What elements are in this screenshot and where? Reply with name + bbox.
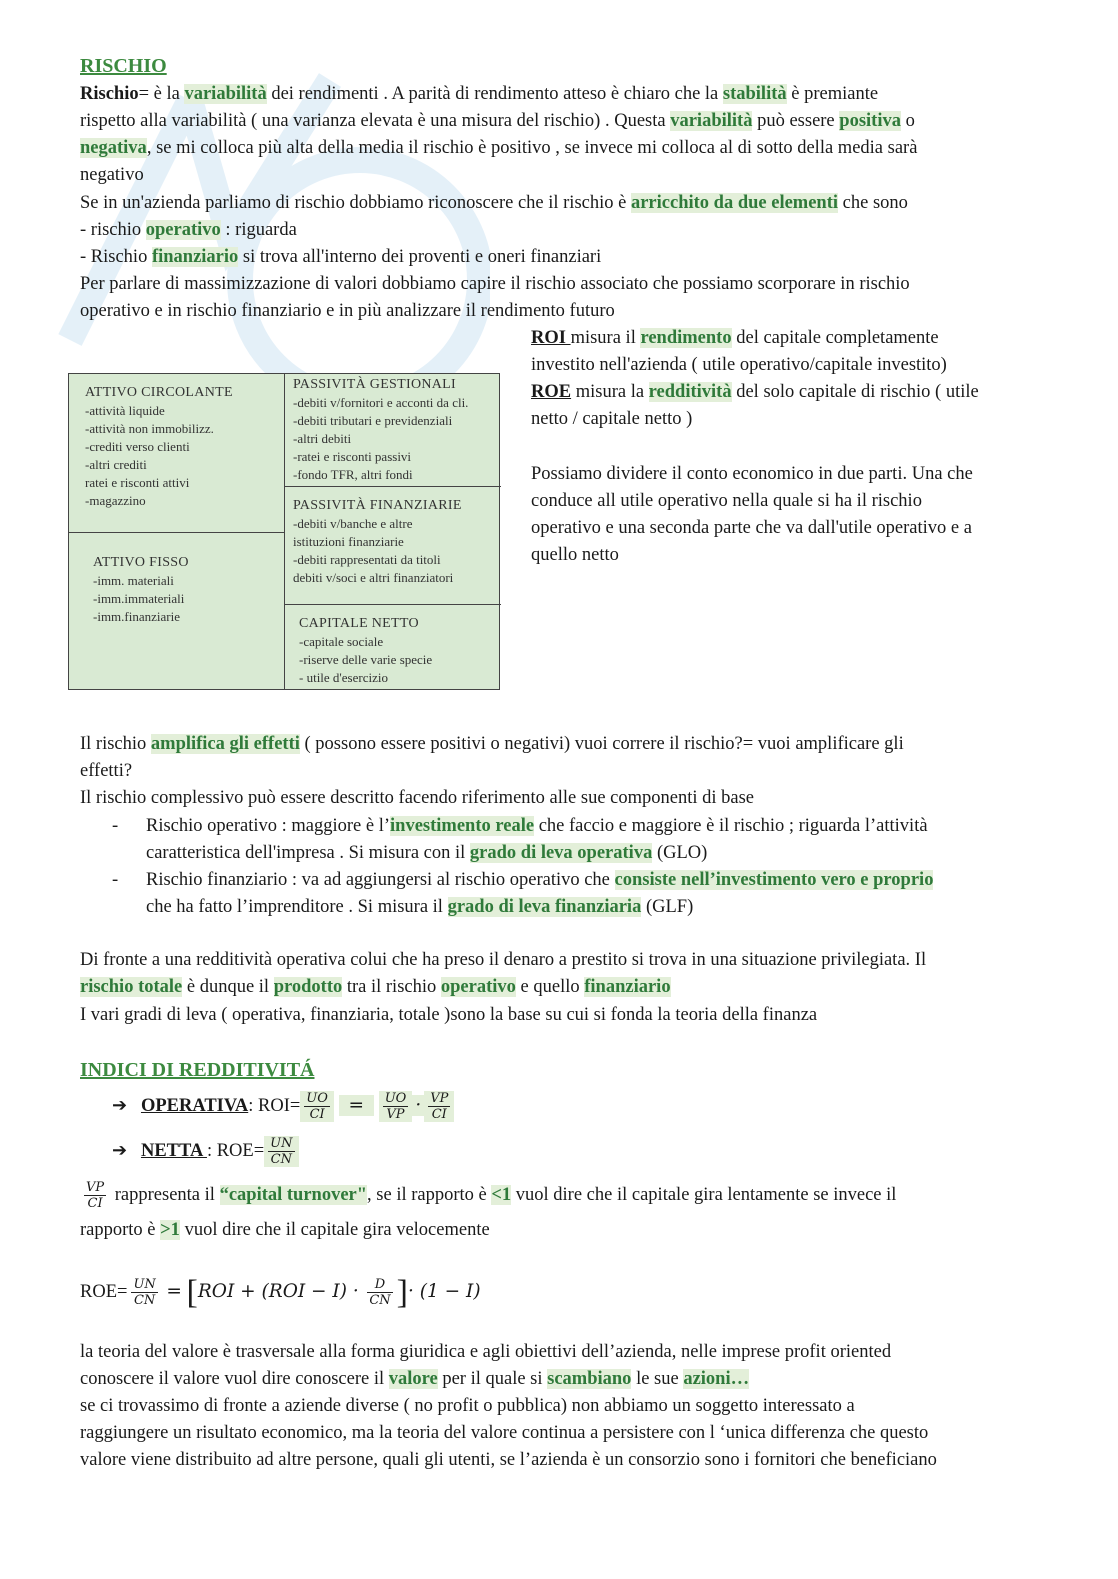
paragraph-line: rispetto alla variabilità ( una varianza elevata è una misura del rischio) . Questa variabilità può essere positiva o — [80, 111, 915, 131]
paragraph-line: effetti? — [80, 761, 133, 781]
paragraph-line: investito nell'azienda ( utile operativo/capitale investito) — [531, 355, 947, 375]
paragraph-line: rischio totale è dunque il prodotto tra il rischio operativo e quello finanziario — [80, 977, 671, 997]
paragraph-line: operativo e una seconda parte che va dall'utile operativo e a — [531, 518, 972, 538]
list-item-rischio-operativo: Rischio operativo : maggiore è l’investimento reale che faccio e maggiore è il rischio ; riguarda l’attività — [146, 816, 928, 836]
list-bullet: - — [112, 870, 119, 890]
paragraph-line: - rischio operativo : riguarda — [80, 220, 297, 240]
section-title-rischio: RISCHIO — [80, 55, 167, 77]
roe-leverage-formula: ROE= $\frac{UN}{CN}$ = [ROI + (ROI − I) · $\frac{D}{CN}$ ]· (1 − I) — [80, 1273, 481, 1311]
paragraph-line: raggiungere un risultato economico, ma la teoria del valore continua a persistere con l ‘unica differenza che questo — [80, 1423, 929, 1443]
arrow-right-icon: ➔ — [112, 1140, 128, 1160]
paragraph-line: se ci trovassimo di fronte a aziende diverse ( no profit o pubblica) non abbiamo un soggetto interessato a — [80, 1396, 855, 1416]
paragraph-line: rapporto è >1 vuol dire che il capitale gira velocemente — [80, 1220, 490, 1240]
capitale-netto-cell: CAPITALE NETTO -capitale sociale -riserve delle varie specie - utile d'esercizio — [299, 616, 433, 685]
attivo-circolante-cell: ATTIVO CIRCOLANTE -attività liquide -attività non immobilizz. -crediti verso clienti -altri crediti ratei e risconti attivi -magazzino — [85, 385, 233, 508]
paragraph-line: Il rischio amplifica gli effetti ( possono essere positivi o negativi) vuoi correre il rischio?= vuoi amplificare gli — [80, 734, 904, 754]
paragraph-line: Rischio= è la variabilità dei rendimenti . A parità di rendimento atteso è chiaro che la stabilità è premiante — [80, 84, 879, 104]
paragraph-line: negativo — [80, 165, 144, 185]
list-item-rischio-finanziario: Rischio finanziario : va ad aggiungersi al rischio operativo che consiste nell’investimento vero e proprio — [146, 870, 934, 890]
paragraph-line: Di fronte a una redditività operativa colui che ha preso il denaro a prestito si trova in una situazione privilegiata. Il — [80, 950, 927, 970]
paragraph-line: conduce all utile operativo nella quale si ha il rischio — [531, 491, 922, 511]
roi-formula: ➔ OPERATIVA: ROI= $\frac{UO}{CI}$ = $\frac{UO}{VP}$ · $\frac{VP}{CI}$ — [112, 1085, 454, 1126]
paragraph-line: Se in un'azienda parliamo di rischio dobbiamo riconoscere che il rischio è arricchito da due elementi che sono — [80, 193, 908, 213]
section-title-indici: INDICI DI REDDITIVITÁ — [80, 1059, 315, 1081]
passivita-gestionali-cell: PASSIVITÀ GESTIONALI -debiti v/fornitori e acconti da cli. -debiti tributari e previdenziali -altri debiti -ratei e risconti passivi -fondo TFR, altri fondi — [293, 377, 469, 482]
list-bullet: - — [112, 816, 119, 836]
paragraph-line: Il rischio complessivo può essere descritto facendo riferimento alle sue componenti di base — [80, 788, 755, 808]
paragraph-line: negativa, se mi colloca più alta della media il rischio è positivo , se invece mi colloca al di sotto della media sarà — [80, 138, 918, 158]
roe-definition: ROE misura la redditività del solo capitale di rischio ( utile — [531, 382, 979, 402]
capital-turnover-line: $\frac{VP}{CI}$ rappresenta il “capital turnover", se il rapporto è <1 vuol dire che il capitale gira lentamente se invece il — [86, 1180, 897, 1212]
paragraph-line: I vari gradi di leva ( operativa, finanziaria, totale )sono la base su cui si fonda la teoria della finanza — [80, 1005, 818, 1025]
roe-formula: ➔ NETTA : ROE= $\frac{UN}{CN}$ — [112, 1130, 299, 1171]
arrow-right-icon: ➔ — [112, 1095, 128, 1115]
roi-definition: ROI misura il rendimento del capitale completamente — [531, 328, 939, 348]
paragraph-line: netto / capitale netto ) — [531, 409, 693, 429]
paragraph-line: conoscere il valore vuol dire conoscere il valore per il quale si scambiano le sue azioni… — [80, 1369, 750, 1389]
list-item-continuation: caratteristica dell'impresa . Si misura con il grado di leva operativa (GLO) — [146, 843, 708, 863]
paragraph-line: valore viene distribuito ad altre persone, quali gli utenti, se l’azienda è un consorzio sono i fornitori che beneficiano — [80, 1450, 937, 1470]
balance-sheet-table — [68, 373, 500, 690]
list-item-continuation: che ha fatto l’imprenditore . Si misura il grado di leva finanziaria (GLF) — [146, 897, 694, 917]
paragraph-line: Per parlare di massimizzazione di valori dobbiamo capire il rischio associato che possiamo scorporare in rischio — [80, 274, 910, 294]
paragraph-line: operativo e in rischio finanziario e in più analizzare il rendimento futuro — [80, 301, 615, 321]
paragraph-line: quello netto — [531, 545, 619, 565]
paragraph-line: - Rischio finanziario si trova all'interno dei proventi e oneri finanziari — [80, 247, 602, 267]
attivo-fisso-cell: ATTIVO FISSO -imm. materiali -imm.immateriali -imm.finanziarie — [93, 555, 189, 624]
paragraph-line: la teoria del valore è trasversale alla forma giuridica e agli obiettivi dell’azienda, nelle imprese profit oriented — [80, 1342, 892, 1362]
paragraph-line: Possiamo dividere il conto economico in due parti. Una che — [531, 464, 973, 484]
passivita-finanziarie-cell: PASSIVITÀ FINANZIARIE -debiti v/banche e altre istituzioni finanziarie -debiti rappresentati da titoli debiti v/soci e altri finanziatori — [293, 498, 462, 585]
